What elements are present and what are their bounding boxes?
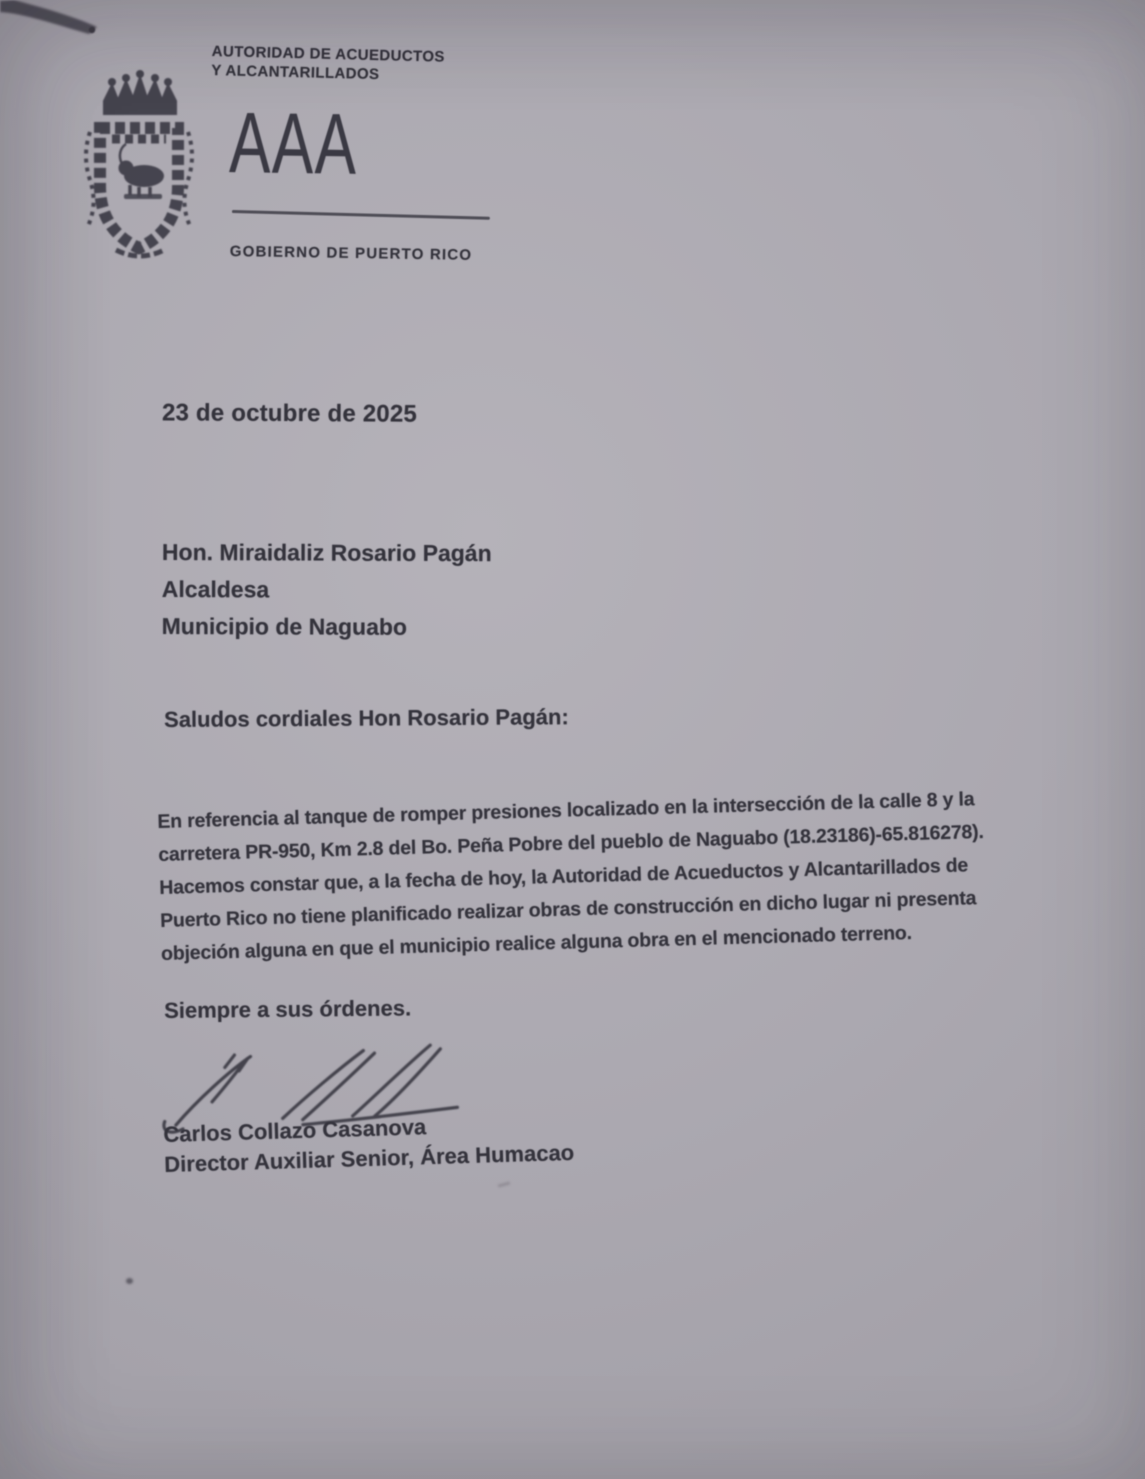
agency-name (211, 42, 445, 86)
body-line: objeción alguna en que el municipio realice alguna obra en el mencionado terreno. (160, 921, 913, 965)
body-line: En referencia al tanque de romper presiones localizado en la intersección de la calle 8 y la (157, 788, 975, 833)
paper-speck (126, 1278, 133, 1284)
recipient-title: Alcaldesa (161, 575, 270, 603)
agency-name-line2: Y ALCANTARILLADOS (211, 61, 380, 84)
body-paragraph (157, 783, 987, 971)
recipient-block (162, 534, 492, 646)
signer-title: Director Auxiliar Senior, Área Humacao (163, 1139, 575, 1177)
signer-name: Carlos Collazo Casanova (163, 1114, 427, 1147)
government-label: GOBIERNO DE PUERTO RICO (229, 243, 473, 264)
body-line: carretera PR-950, Km 2.8 del Bo. Peña Pobre del pueblo de Naguabo (18.23186)-65.816278). (158, 820, 984, 866)
signature-block (163, 1108, 575, 1180)
pen-stroke-corner-mark-icon (0, 0, 112, 42)
agency-acronym: AAA (228, 95, 359, 193)
recipient-municipality: Municipio de Naguabo (161, 612, 408, 640)
body-line: Puerto Rico no tiene planificado realizar obras de construcción en dicho lugar ni presenta (159, 887, 977, 932)
paper-speck (498, 1181, 510, 1187)
agency-name-line1: AUTORIDAD DE ACUEDUCTOS (211, 42, 446, 66)
closing-line: Siempre a sus órdenes. (164, 995, 412, 1023)
letterhead-divider (232, 210, 490, 220)
recipient-name: Hon. Miraidaliz Rosario Pagán (161, 539, 492, 567)
salutation: Saludos cordiales Hon Rosario Pagán: (164, 704, 569, 732)
letter-date: 23 de octubre de 2025 (161, 399, 418, 428)
body-line: Hacemos constar que, a la fecha de hoy, la Autoridad de Acueductos y Alcantarillados de (158, 854, 969, 899)
puerto-rico-coat-of-arms-icon (60, 70, 218, 262)
